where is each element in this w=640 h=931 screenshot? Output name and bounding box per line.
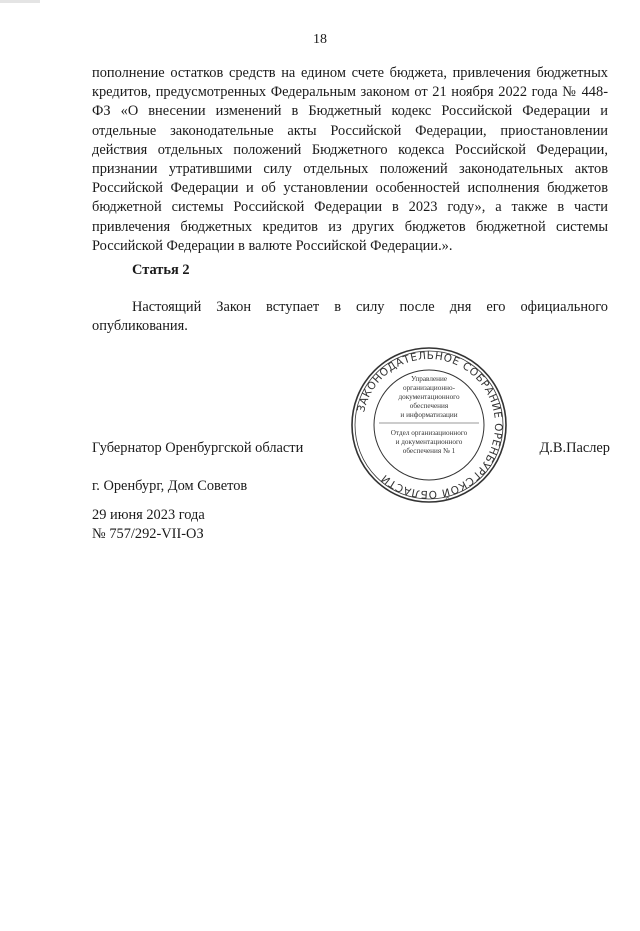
svg-text:ЗАКОНОДАТЕЛЬНОЕ СОБРАНИЕ ОРЕНБ [355, 350, 504, 500]
signatory-title: Губернатор Оренбургской области [92, 440, 304, 456]
signing-date: 29 июня 2023 года [92, 507, 205, 523]
law-number: № 757/292-VII-ОЗ [92, 526, 204, 542]
body-text [92, 64, 608, 256]
scan-artifact [0, 0, 40, 3]
stamp-line: обеспечения № 1 [402, 447, 456, 455]
stamp-line: Отдел организационного [390, 429, 468, 437]
stamp-line: и информатизации [400, 411, 458, 419]
stamp-line: Управление [410, 375, 448, 383]
stamp-line: обеспечения [409, 402, 449, 410]
stamp-line: организационно- [402, 384, 456, 392]
signatory-name: Д.В.Паслер [539, 440, 610, 456]
stamp-outer-text: ЗАКОНОДАТЕЛЬНОЕ СОБРАНИЕ ОРЕНБУРГСКОЙ ОБЛАСТИ [355, 349, 505, 501]
article-heading: Статья 2 [132, 262, 190, 278]
article-text: Настоящий Закон вступает в силу после дня его официального опубликования. [92, 299, 608, 335]
official-stamp [349, 345, 509, 505]
page-number: 18 [313, 32, 327, 47]
date-block [92, 506, 205, 544]
paragraph: пополнение остатков средств на едином счете бюджета, привлечения бюджетных кредитов, предусмотренных Федеральным законом от 21 ноября 2022 года № 448-ФЗ «О внесении изменений в Бюджетный кодекс Российской Федерации и отдельные законодательные акты Российской Федерации, приостановлении действия отдельных положений Бюджетного кодекса Российской Федерации, признании утратившими силу отдельных положений законодательных актов Российской Федерации и об установлении особенностей исполнения бюджетов бюджетной системы Российской Федерации в 2023 году», а также в части привлечения бюджетных кредитов из других бюджетов бюджетной системы Российской Федерации в валюте Российской Федерации.». [92, 65, 608, 254]
stamp-line: и документационного [395, 438, 463, 446]
stamp-line: документационного [398, 393, 460, 401]
signing-place: г. Оренбург, Дом Советов [92, 478, 248, 494]
